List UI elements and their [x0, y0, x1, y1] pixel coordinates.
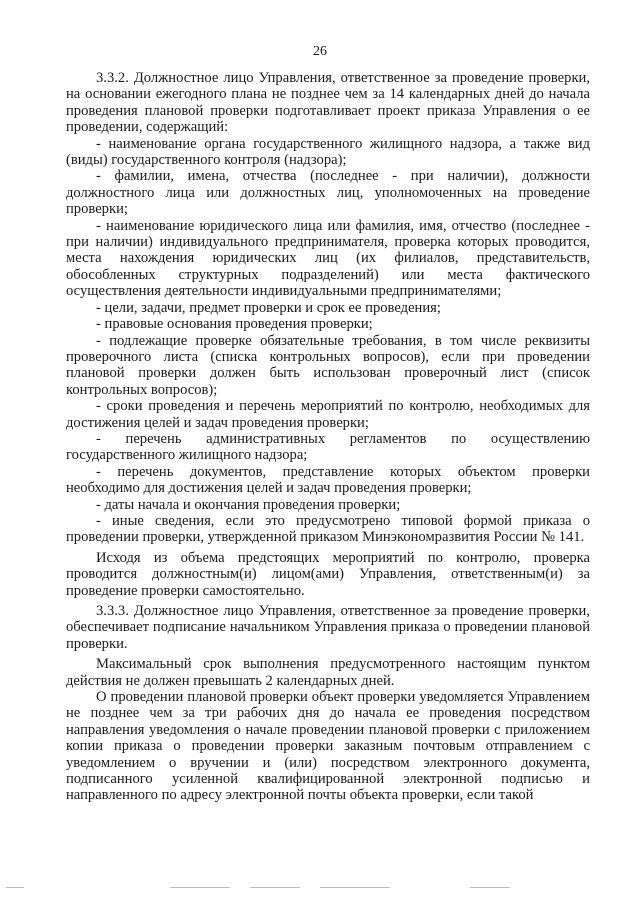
list-item-legal-basis: - правовые основания проведения проверки;	[96, 316, 373, 333]
list-item-officials: - фамилии, имена, отчества (последнее - при наличии), должности должностного лица или должностных лиц, уполномоченных на проведение проверки;	[66, 168, 590, 218]
list-item-documents: - перечень документов, представление которых объектом проверки необходимо для достижения целей и задач проведения проверки;	[66, 463, 590, 497]
paragraph-max-term: Максимальный срок выполнения предусмотренного настоящим пунктом действия не должен превышать 2 календарных дней.	[66, 656, 590, 689]
list-item-goals: - цели, задачи, предмет проверки и срок ее проведения;	[96, 299, 441, 316]
list-item-entity: - наименование юридического лица или фамилия, имя, отчество (последнее - при наличии) индивидуального предпринимателя, проверка которых проводится, места нахождения юридических лиц (их филиалов, представительств, обособленных структурных подразделений) или места фактического осуществления деятельности индивидуальными предпринимателями;	[66, 217, 590, 300]
paragraph-scope: Исходя из объема предстоящих мероприятий по контролю, проверка проводится должностным(и) лицом(ами) Управления, ответственным(и) за проведение проверки самостоятельно.	[66, 549, 590, 599]
list-item-terms: - сроки проведения и перечень мероприятий по контролю, необходимых для достижения целей и задач проведения проверки;	[66, 398, 590, 431]
paragraph-notification: О проведении плановой проверки объект проверки уведомляется Управлением не позднее чем за три рабочих дня до начала ее проведения посредством направления уведомления о начале проведении плановой проверки с приложением копии приказа о проведении проверки заказным почтовым отправлением с уведомлением о вручении и (или) посредством электронного документа, подписанного усиленной квалифицированной электронной подписью и направленного по адресу электронной почты объекта проверки, если такой	[66, 689, 590, 804]
document-body	[66, 70, 590, 804]
page-number: 26	[313, 44, 327, 59]
paragraph-3-3-2: 3.3.2. Должностное лицо Управления, ответственное за проведение проверки, на основании ежегодного плана не позднее чем за 14 календарных дней до начала проведения плановой проверки подготавливает проект приказа Управления о ее проведении, содержащий:	[66, 70, 590, 136]
list-item-authority: - наименование органа государственного жилищного надзора, а также вид (виды) государственного контроля (надзора);	[66, 135, 590, 169]
scan-footer-marks	[0, 884, 640, 892]
list-item-other: - иные сведения, если это предусмотрено типовой формой приказа о проведении проверки, утвержденной приказом Минэкономразвития России № 141.	[66, 512, 590, 546]
list-item-requirements: - подлежащие проверке обязательные требования, в том числе реквизиты проверочного листа (списка контрольных вопросов), если при проведении плановой проверки должен быть использован проверочный лист (список контрольных вопросов);	[66, 332, 590, 398]
paragraph-3-3-3: 3.3.3. Должностное лицо Управления, ответственное за проведение проверки, обеспечивает подписание начальником Управления приказа о проведении плановой проверки.	[66, 603, 590, 652]
list-item-regulations: - перечень административных регламентов по осуществлению государственного жилищного надзора;	[66, 430, 590, 464]
list-item-dates: - даты начала и окончания проведения проверки;	[96, 496, 401, 513]
